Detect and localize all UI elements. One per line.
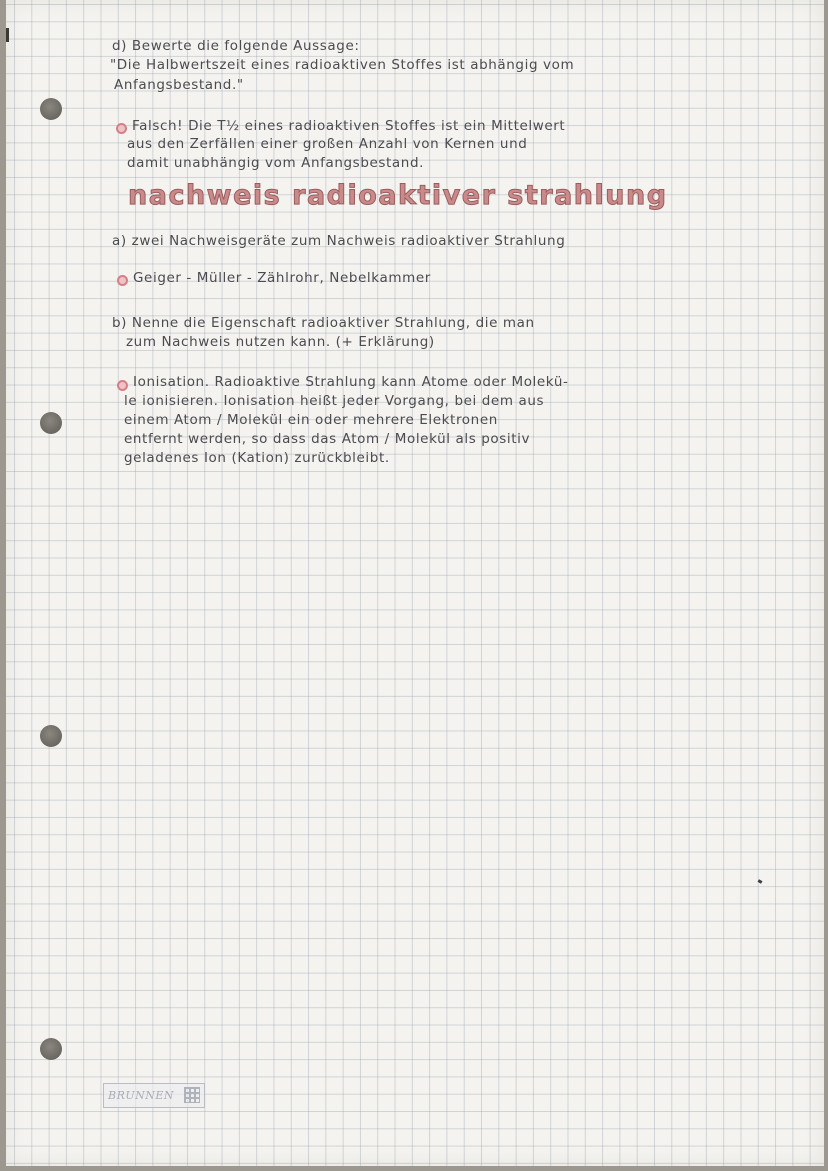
task-b-line-1: b) Nenne die Eigenschaft radioaktiver Strahlung, die man	[112, 315, 535, 331]
task-b-line-2: zum Nachweis nutzen kann. (+ Erklärung)	[126, 334, 435, 350]
punch-hole-2	[40, 412, 62, 434]
answer-b-line-1: Ionisation. Radioaktive Strahlung kann Atome oder Molekü-	[133, 374, 569, 390]
answer-a-line: Geiger - Müller - Zählrohr, Nebelkammer	[133, 270, 431, 286]
bullet-icon	[117, 380, 128, 391]
task-d-line-2: "Die Halbwertszeit eines radioaktiven Stoffes ist abhängig vom	[110, 57, 575, 73]
answer-b-line-2: le ionisieren. Ionisation heißt jeder Vorgang, bei dem aus	[124, 393, 545, 409]
punch-hole-4	[40, 1038, 62, 1060]
binding-edge	[6, 28, 9, 42]
answer-d-line-2: aus den Zerfällen einer großen Anzahl von Kernen und	[127, 136, 528, 152]
task-a-line: a) zwei Nachweisgeräte zum Nachweis radioaktiver Strahlung	[112, 233, 566, 249]
bullet-icon	[117, 275, 128, 286]
pen-mark	[758, 879, 763, 884]
answer-b-line-4: entfernt werden, so dass das Atom / Molekül als positiv	[124, 431, 531, 447]
task-d-line-3: Anfangsbestand."	[114, 77, 244, 93]
task-d-line-1: d) Bewerte die folgende Aussage:	[112, 38, 360, 54]
brand-name: BRUNNEN	[108, 1089, 175, 1102]
answer-b-line-3: einem Atom / Molekül ein oder mehrere Elektronen	[124, 412, 498, 428]
brand-logo-icon	[184, 1087, 200, 1103]
brand-stamp	[103, 1083, 205, 1108]
answer-d-line-1: Falsch! Die T½ eines radioaktiven Stoffes ist ein Mittelwert	[132, 118, 566, 134]
answer-d-line-3: damit unabhängig vom Anfangsbestand.	[127, 155, 425, 171]
punch-hole-3	[40, 725, 62, 747]
answer-b-line-5: geladenes Ion (Kation) zurückbleibt.	[124, 450, 390, 466]
punch-hole-1	[40, 98, 62, 120]
bullet-icon	[116, 123, 127, 134]
section-heading: nachweis radioaktiver strahlung	[128, 180, 668, 211]
notebook-page	[6, 0, 824, 1166]
